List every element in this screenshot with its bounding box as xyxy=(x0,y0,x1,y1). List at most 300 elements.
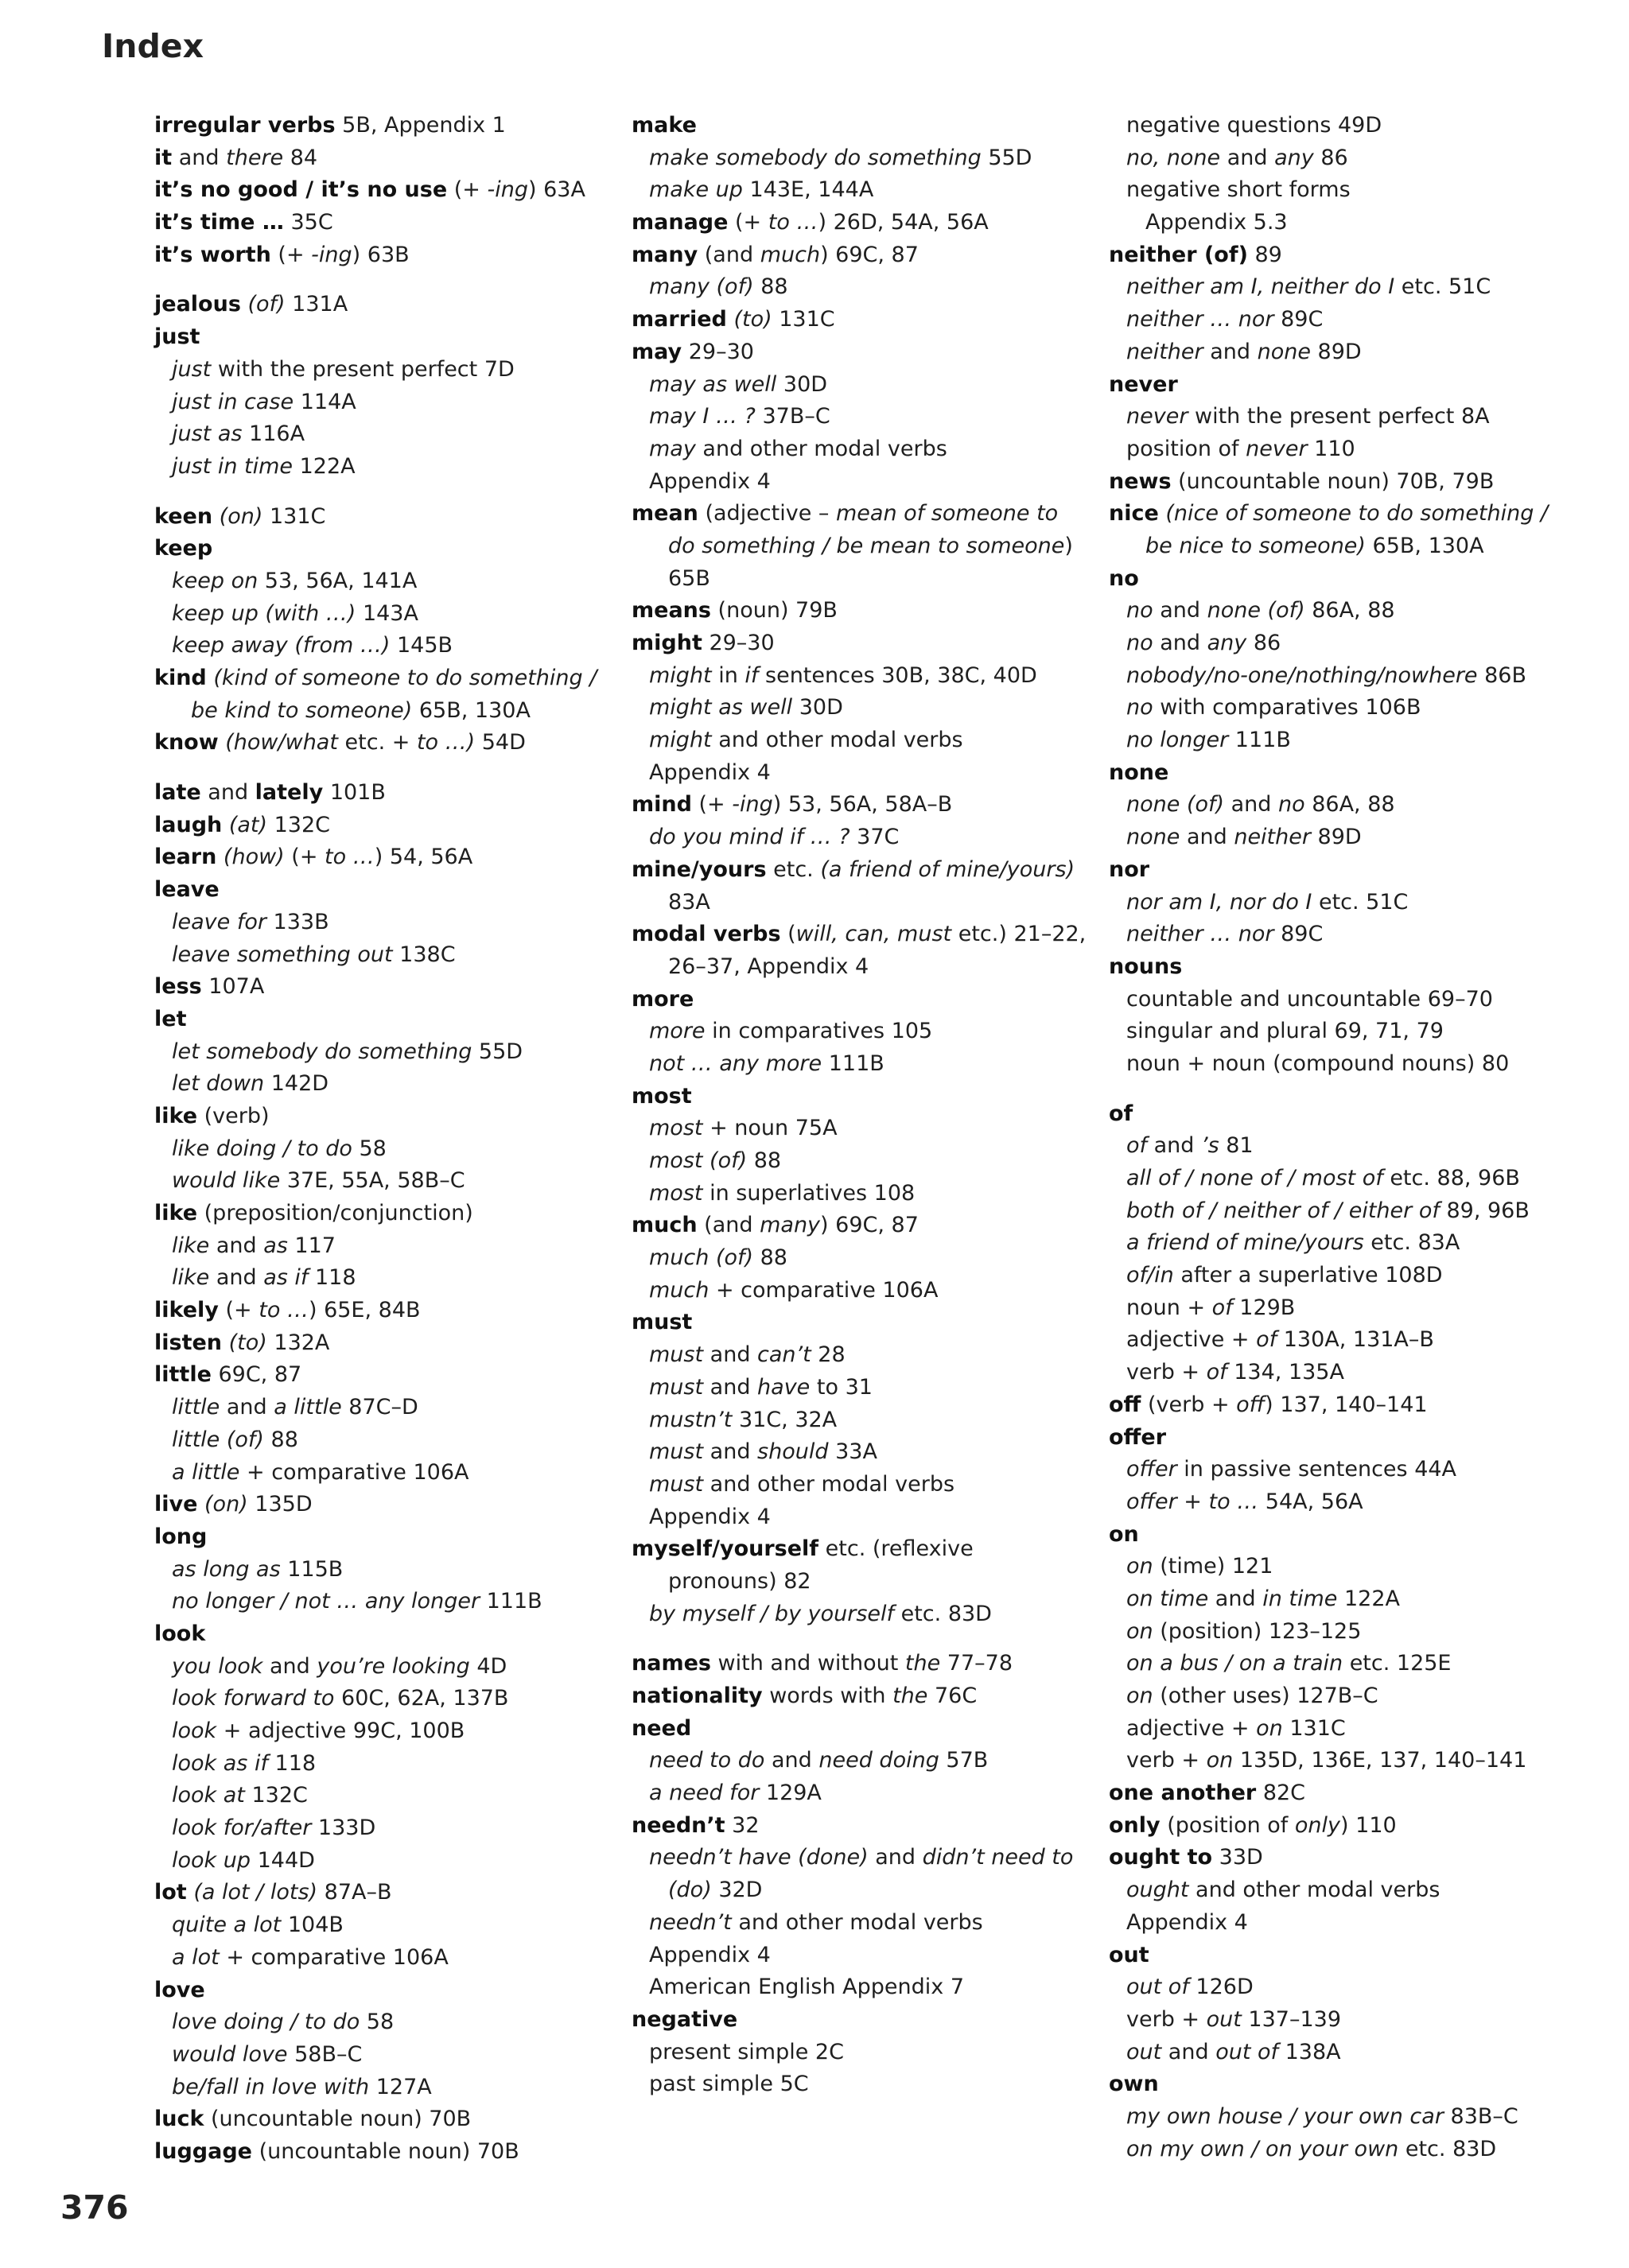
italic-text: of xyxy=(1206,1360,1227,1385)
entry-text: 132C xyxy=(244,1783,308,1808)
italic-text: you look xyxy=(172,1653,263,1679)
italic-text: may I … ? xyxy=(649,404,756,429)
entry-text: 86A, 88 xyxy=(1304,598,1395,623)
headword-text: nor xyxy=(1109,856,1150,882)
index-subentry xyxy=(1109,1324,1586,1357)
italic-text: no longer / not … any longer xyxy=(172,1589,480,1614)
italic-text: any xyxy=(1274,145,1314,170)
italic-text: just in case xyxy=(172,389,294,414)
italic-text: on xyxy=(1206,1748,1234,1773)
index-subentry xyxy=(154,1133,632,1166)
italic-text: mean of someone to xyxy=(836,501,1059,526)
index-subentry xyxy=(1109,1486,1586,1519)
italic-text: would love xyxy=(172,2041,288,2067)
italic-text: if xyxy=(745,662,759,688)
index-subentry xyxy=(632,1048,1109,1081)
headword-text: leave xyxy=(154,877,220,903)
italic-text: off xyxy=(1236,1392,1265,1417)
index-headword-entry xyxy=(632,1713,1109,1746)
italic-text: neither am I, neither do I xyxy=(1126,274,1395,300)
entry-text: and other modal verbs xyxy=(711,728,963,753)
italic-text: you’re looking xyxy=(317,1653,470,1679)
index-subentry xyxy=(154,1651,632,1684)
italic-text: make somebody do something xyxy=(649,145,982,170)
entry-text: and xyxy=(1147,1133,1201,1159)
headword-text: mind xyxy=(632,792,692,817)
entry-text: etc.) 21–22, xyxy=(951,922,1087,947)
index-headword-entry xyxy=(632,239,1109,272)
entry-text: ) 69C, 87 xyxy=(820,1213,919,1238)
index-headword-entry xyxy=(632,1307,1109,1339)
entry-text: 114A xyxy=(294,389,356,414)
italic-text: on xyxy=(1126,1684,1153,1708)
index-headword-entry xyxy=(154,207,632,239)
entry-text: 37B–C xyxy=(755,404,830,429)
entry-text: 110 xyxy=(1307,436,1355,461)
entry-text: 135D, 136E, 137, 140–141 xyxy=(1233,1748,1527,1773)
italic-text: on xyxy=(1126,1554,1153,1579)
index-subentry xyxy=(154,451,632,484)
section-gap xyxy=(154,484,632,501)
headword-text: make xyxy=(632,113,697,138)
italic-text: nor am I, nor do I xyxy=(1126,889,1312,915)
entry-text: to 31 xyxy=(810,1374,873,1400)
index-headword-entry xyxy=(632,304,1109,336)
entry-text: 55D xyxy=(472,1039,523,1064)
italic-text: -ing xyxy=(487,177,528,203)
entry-text: past simple 5C xyxy=(649,2072,809,2097)
index-subentry xyxy=(632,660,1109,693)
italic-text: like xyxy=(172,1233,210,1258)
index-subentry xyxy=(632,2037,1109,2069)
headword-text: only xyxy=(1109,1812,1161,1838)
entry-text: 107A xyxy=(201,974,265,1000)
entry-text: 28 xyxy=(811,1342,846,1368)
headword-text: kind xyxy=(154,666,207,690)
index-subentry xyxy=(632,1907,1109,1940)
headword-text: of xyxy=(1109,1101,1133,1126)
headword-text: it’s no good / it’s no use xyxy=(154,177,448,203)
entry-text: 86 xyxy=(1246,631,1281,655)
index-subentry xyxy=(154,2006,632,2039)
entry-text: and xyxy=(1161,2039,1216,2064)
entry-text: 65B, 130A xyxy=(412,697,531,723)
entry-text: position of xyxy=(1126,436,1246,461)
entry-text: and xyxy=(172,145,227,170)
entry-text: verb + xyxy=(1126,1748,1207,1773)
index-subentry xyxy=(154,1909,632,1942)
italic-text: -ing xyxy=(732,792,773,817)
index-headword-entry xyxy=(154,1975,632,2007)
headword-text: might xyxy=(632,631,702,655)
italic-text: a lot xyxy=(172,1944,220,1970)
index-headword-entry xyxy=(632,918,1109,951)
entry-text: ) 137, 140–141 xyxy=(1265,1392,1428,1417)
italic-text: (a lot / lots) xyxy=(193,1880,318,1905)
italic-text: out of xyxy=(1215,2039,1279,2064)
entry-text: and xyxy=(220,1395,274,1420)
index-subentry xyxy=(632,1874,1109,1907)
entry-text: 145B xyxy=(390,633,453,658)
entry-text: (verb) xyxy=(197,1103,270,1128)
italic-text: ’s xyxy=(1201,1133,1219,1159)
index-subentry xyxy=(1109,2037,1586,2069)
italic-text: (to) xyxy=(733,307,772,332)
entry-text: in xyxy=(711,662,745,688)
index-subentry xyxy=(154,1748,632,1781)
entry-text: noun + xyxy=(1126,1295,1212,1320)
entry-text: 26–37, Appendix 4 xyxy=(668,953,869,979)
italic-text: (at) xyxy=(228,812,268,837)
index-subentry xyxy=(1109,142,1586,175)
italic-text: a friend of mine/yours xyxy=(1126,1230,1364,1256)
headword-text: offer xyxy=(1109,1424,1167,1450)
index-subentry xyxy=(1109,1016,1586,1048)
entry-text: (noun) 79B xyxy=(710,598,838,623)
entry-text: ( xyxy=(780,922,796,947)
italic-text: none xyxy=(1126,825,1180,850)
entry-text: etc. + xyxy=(337,730,417,755)
entry-text: and xyxy=(209,1233,264,1258)
italic-text: make up xyxy=(649,177,743,203)
section-gap xyxy=(154,759,632,777)
italic-text: like xyxy=(172,1265,210,1291)
entry-text: 143E, 144A xyxy=(742,177,874,203)
entry-text: and xyxy=(703,1342,758,1368)
entry-text: (preposition/conjunction) xyxy=(197,1201,473,1225)
entry-text: (+ xyxy=(691,792,733,817)
index-headword-entry xyxy=(1109,369,1586,402)
italic-text: like doing / to do xyxy=(172,1136,352,1161)
index-headword-entry xyxy=(1109,498,1586,530)
entry-text: Appendix 4 xyxy=(649,759,771,785)
entry-text: 37E, 55A, 58B–C xyxy=(280,1168,465,1194)
entry-text: 76C xyxy=(927,1684,978,1708)
entry-text: etc. 83D xyxy=(1398,2136,1497,2161)
index-subentry xyxy=(154,1586,632,1618)
italic-text: in time xyxy=(1262,1586,1338,1611)
italic-text: out of xyxy=(1126,1975,1189,2000)
italic-text: any xyxy=(1207,631,1247,655)
entry-text: etc. (reflexive xyxy=(818,1536,974,1562)
italic-text: to … xyxy=(259,1298,309,1323)
index-headword-entry xyxy=(632,854,1109,887)
index-headword-entry xyxy=(632,1533,1109,1566)
index-headword-entry xyxy=(632,1081,1109,1113)
italic-text: much xyxy=(649,1277,710,1303)
italic-text: more xyxy=(649,1019,706,1044)
entry-text: etc. 51C xyxy=(1312,889,1409,915)
index-subentry xyxy=(632,1339,1109,1372)
index-headword-entry xyxy=(154,2103,632,2136)
index-subentry xyxy=(1109,174,1586,207)
index-column-1 xyxy=(154,110,632,2169)
entry-text: countable and uncountable 69–70 xyxy=(1126,986,1493,1012)
entry-text: 143A xyxy=(356,600,418,626)
index-headword-entry xyxy=(632,1648,1109,1680)
headword-text: late xyxy=(154,780,201,806)
entry-text: 29–30 xyxy=(682,339,754,364)
entry-text: and xyxy=(1180,825,1234,850)
entry-text: 88 xyxy=(753,274,788,300)
index-subentry xyxy=(632,1745,1109,1777)
entry-text: 65B, 130A xyxy=(1365,533,1484,558)
italic-text: of xyxy=(1256,1327,1277,1353)
italic-text: must xyxy=(649,1374,704,1400)
entry-text: 111B xyxy=(1228,728,1291,753)
index-headword-entry xyxy=(1109,1098,1586,1131)
index-headword-entry xyxy=(1109,1940,1586,1972)
index-subentry xyxy=(1109,1648,1586,1680)
italic-text: do you mind if … ? xyxy=(649,825,850,850)
index-subentry xyxy=(154,1683,632,1715)
index-headword-entry xyxy=(632,789,1109,821)
entry-text: ) 53, 56A, 58A–B xyxy=(772,792,953,817)
italic-text: on xyxy=(1126,1618,1153,1644)
headword-text: long xyxy=(154,1524,208,1549)
italic-text: needn’t have (done) xyxy=(649,1845,869,1870)
entry-text: ) 54, 56A xyxy=(374,845,473,870)
index-column-3 xyxy=(1109,110,1586,2165)
entry-text: (verb + xyxy=(1141,1392,1237,1417)
index-subentry xyxy=(1109,1260,1586,1292)
index-subentry xyxy=(1109,789,1586,821)
headword-text: it’s time … xyxy=(154,210,284,235)
headword-text: news xyxy=(1109,468,1172,494)
index-headword-entry xyxy=(1109,1842,1586,1874)
entry-text: etc. 83D xyxy=(894,1601,992,1626)
entry-text: (position of xyxy=(1160,1812,1295,1838)
italic-text: the xyxy=(904,1651,941,1676)
index-subentry xyxy=(632,369,1109,402)
headword-text: mean xyxy=(632,501,698,526)
entry-text: 58 xyxy=(352,1136,387,1161)
italic-text: only xyxy=(1294,1812,1341,1838)
index-headword-entry xyxy=(632,498,1109,530)
entry-text: 115B xyxy=(280,1556,344,1582)
entry-text: negative short forms xyxy=(1126,177,1351,203)
index-subentry xyxy=(632,1113,1109,1145)
index-subentry xyxy=(632,1842,1109,1874)
italic-text: none (of) xyxy=(1207,598,1305,623)
entry-text: ) xyxy=(1064,533,1073,558)
italic-text: may xyxy=(649,436,696,461)
index-subentry xyxy=(632,1940,1109,1972)
index-subentry xyxy=(1109,271,1586,304)
entry-text: and xyxy=(209,1265,264,1291)
headword-text: less xyxy=(154,974,202,1000)
italic-text: keep on xyxy=(172,568,259,593)
italic-text: of xyxy=(1211,1295,1233,1320)
entry-text xyxy=(222,1330,229,1355)
italic-text: both of / neither of / either of xyxy=(1126,1198,1440,1223)
headword-text: manage xyxy=(632,210,729,235)
italic-text: keep away (from …) xyxy=(172,633,391,658)
italic-text: (to) xyxy=(228,1330,267,1355)
headword-text: many xyxy=(632,242,698,267)
entry-text: 89D xyxy=(1310,825,1362,850)
entry-text: pronouns) 82 xyxy=(668,1568,811,1594)
entry-text: 104B xyxy=(281,1913,344,1938)
index-subentry xyxy=(632,1275,1109,1307)
headword-text: needn’t xyxy=(632,1812,725,1838)
index-subentry xyxy=(1109,1680,1586,1713)
index-subentry xyxy=(632,530,1109,563)
italic-text: can’t xyxy=(757,1342,811,1368)
entry-text: ) 63B xyxy=(352,242,410,267)
entry-text: (+ xyxy=(284,845,325,870)
entry-text: words with xyxy=(762,1684,893,1708)
index-headword-entry xyxy=(1109,854,1586,887)
entry-text: 101B xyxy=(323,780,386,806)
headword-text: live xyxy=(154,1492,198,1517)
headword-text: out xyxy=(1109,1942,1149,1967)
italic-text: look for/after xyxy=(172,1816,312,1841)
italic-text: have xyxy=(757,1374,811,1400)
index-subentry xyxy=(1109,984,1586,1016)
entry-text: and xyxy=(764,1748,819,1773)
entry-text: and xyxy=(1153,631,1207,655)
italic-text: (do) xyxy=(668,1878,712,1903)
index-headword-entry xyxy=(632,1210,1109,1242)
entry-text: etc. xyxy=(766,856,821,882)
headword-text: luggage xyxy=(154,2138,252,2164)
italic-text: by myself / by yourself xyxy=(649,1601,895,1626)
index-headword-entry xyxy=(154,239,632,272)
index-subentry xyxy=(1109,1163,1586,1195)
index-subentry xyxy=(1109,1971,1586,2004)
entry-text: and other modal verbs xyxy=(1188,1878,1440,1903)
index-subentry xyxy=(632,887,1109,919)
index-subentry xyxy=(632,1372,1109,1404)
italic-text: much (of) xyxy=(649,1245,754,1271)
italic-text: none (of) xyxy=(1126,792,1225,817)
headword-text: little xyxy=(154,1362,212,1388)
entry-text: Appendix 4 xyxy=(649,468,771,494)
index-headword-entry xyxy=(632,627,1109,660)
entry-text: + adjective 99C, 100B xyxy=(216,1718,465,1743)
headword-text: means xyxy=(632,598,711,623)
index-headword-entry xyxy=(154,1198,632,1230)
entry-text: 83B–C xyxy=(1443,2103,1518,2129)
italic-text: (kind of someone to do something / xyxy=(213,666,597,690)
italic-text: a need for xyxy=(649,1781,760,1806)
entry-text: 89 xyxy=(1247,242,1282,267)
italic-text: nobody/no-one/nothing/nowhere xyxy=(1126,662,1478,688)
index-headword-entry xyxy=(1109,2068,1586,2101)
entry-text: 65B xyxy=(668,565,710,591)
index-subentry xyxy=(1109,1874,1586,1907)
index-headword-entry xyxy=(154,501,632,534)
index-subentry xyxy=(1109,1357,1586,1389)
entry-text: 30D xyxy=(776,371,828,397)
entry-text: 58B–C xyxy=(287,2041,363,2067)
italic-text: might xyxy=(649,662,712,688)
index-headword-entry xyxy=(1109,1519,1586,1551)
index-subentry xyxy=(154,386,632,419)
entry-text: 30D xyxy=(792,695,843,720)
index-subentry xyxy=(1109,1048,1586,1081)
italic-text: on my own / on your own xyxy=(1126,2136,1399,2161)
index-subentry xyxy=(1109,336,1586,369)
index-subentry xyxy=(632,1404,1109,1437)
entry-text: Appendix 4 xyxy=(649,1942,771,1967)
entry-text: 31C, 32A xyxy=(732,1407,838,1432)
index-subentry xyxy=(1109,1616,1586,1649)
italic-text: look xyxy=(172,1718,217,1743)
headword-text: nationality xyxy=(632,1684,763,1708)
italic-text: (of) xyxy=(247,292,286,317)
entry-text: 88 xyxy=(747,1148,782,1173)
entry-text: 35C xyxy=(283,210,333,235)
entry-text: 37C xyxy=(849,825,900,850)
index-headword-entry xyxy=(154,841,632,874)
entry-text: 118 xyxy=(308,1265,356,1291)
entry-text: 55D xyxy=(981,145,1032,170)
headword-text: must xyxy=(632,1310,693,1335)
entry-text: etc. 51C xyxy=(1394,274,1491,300)
entry-text: (and xyxy=(697,1213,760,1238)
entry-text: 33D xyxy=(1212,1845,1263,1870)
index-headword-entry xyxy=(154,874,632,907)
entry-text: in passive sentences 44A xyxy=(1176,1457,1457,1482)
index-subentry xyxy=(154,2072,632,2104)
entry-text: and other modal verbs xyxy=(703,1471,955,1497)
entry-text: and xyxy=(1224,792,1278,817)
entry-text: with comparatives 106B xyxy=(1153,695,1421,720)
entry-text: with the present perfect 7D xyxy=(211,356,515,382)
headword-text: none xyxy=(1109,759,1169,785)
entry-text xyxy=(212,504,220,529)
entry-text: 131A xyxy=(285,292,348,317)
headword-text: names xyxy=(632,1651,711,1676)
index-subentry xyxy=(1109,1745,1586,1777)
italic-text: no xyxy=(1126,695,1153,720)
italic-text: little (of) xyxy=(172,1427,264,1452)
entry-text: American English Appendix 7 xyxy=(649,1975,964,2000)
italic-text: my own house / your own car xyxy=(1126,2103,1444,2129)
index-subentry xyxy=(154,1424,632,1457)
index-headword-entry xyxy=(1109,239,1586,272)
italic-text: must xyxy=(649,1342,704,1368)
headword-text: likely xyxy=(154,1298,219,1323)
entry-text: + xyxy=(1176,1489,1209,1514)
entry-text: ) 26D, 54A, 56A xyxy=(818,210,989,235)
index-subentry xyxy=(154,1230,632,1263)
index-subentry xyxy=(1109,1227,1586,1260)
entry-text: with and without xyxy=(710,1651,905,1676)
italic-text: on xyxy=(1256,1715,1283,1741)
index-subentry xyxy=(632,1016,1109,1048)
entry-text: 118 xyxy=(267,1750,317,1776)
italic-text: (nice of someone to do something / xyxy=(1165,501,1549,526)
index-subentry xyxy=(632,757,1109,790)
headword-text: jealous xyxy=(154,292,241,317)
index-headword-entry xyxy=(154,1004,632,1036)
index-subentry xyxy=(632,563,1109,596)
entry-text: etc. 88, 96B xyxy=(1382,1166,1520,1190)
headword-text: learn xyxy=(154,845,217,870)
entry-text: (adjective – xyxy=(698,501,836,526)
italic-text: no longer xyxy=(1126,728,1229,753)
entry-text: Appendix 5.3 xyxy=(1145,210,1288,235)
italic-text: as xyxy=(263,1233,288,1258)
headword-text: one another xyxy=(1109,1781,1257,1806)
italic-text: many (of) xyxy=(649,274,754,300)
entry-text: + comparative 106A xyxy=(239,1459,469,1485)
italic-text: there xyxy=(226,145,284,170)
index-subentry xyxy=(154,1392,632,1424)
